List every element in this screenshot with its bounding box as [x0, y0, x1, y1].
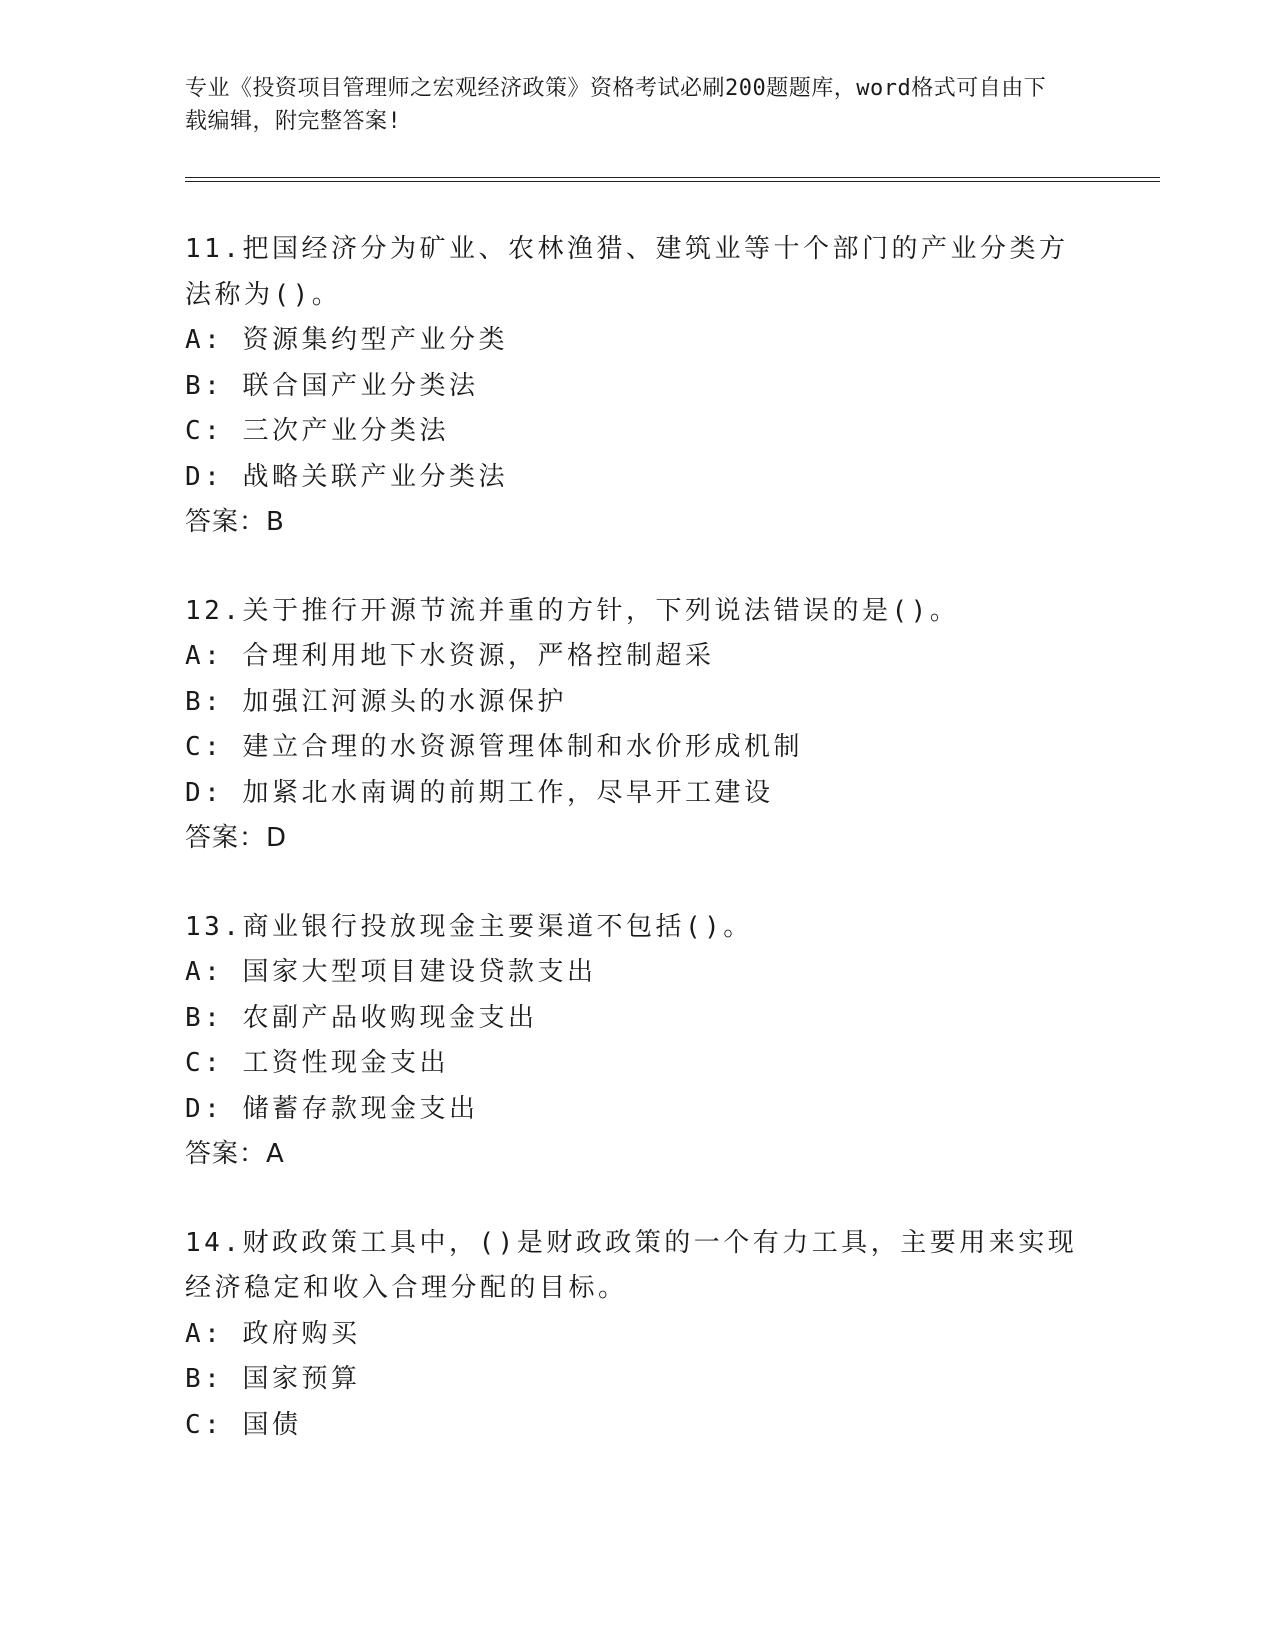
option-b: B: 联合国产业分类法: [185, 370, 479, 401]
option-c: C: 三次产业分类法: [185, 416, 449, 446]
question-item: [185, 589, 1160, 862]
question-item: [185, 1221, 1160, 1449]
option-a: A: 合理利用地下水资源，严格控制超采: [185, 641, 715, 671]
option-c: C: 工资性现金支出: [185, 1048, 449, 1078]
question-stem: 11.把国经济分为矿业、农林渔猎、建筑业等十个部门的产业分类方法称为()。: [185, 234, 1069, 310]
question-stem: 12.关于推行开源节流并重的方针，下列说法错误的是()。: [185, 595, 960, 626]
option-a: A: 国家大型项目建设贷款支出: [185, 957, 597, 987]
document-page: [185, 72, 1160, 1491]
document-header: 专业《投资项目管理师之宏观经济政策》资格考试必刷200题题库，word格式可自由下载编辑，附完整答案!: [185, 76, 1047, 134]
answer-line: 答案：D: [185, 823, 288, 853]
option-b: B: 农副产品收购现金支出: [185, 1002, 538, 1033]
question-list: [185, 227, 1160, 1448]
answer-line: 答案：A: [185, 1139, 285, 1169]
option-d: D: 储蓄存款现金支出: [185, 1093, 479, 1124]
question-stem: 13.商业银行投放现金主要渠道不包括()。: [185, 911, 753, 942]
header-divider: [185, 177, 1160, 182]
option-c: C: 建立合理的水资源管理体制和水价形成机制: [185, 732, 803, 762]
option-a: A: 政府购买: [185, 1318, 361, 1349]
question-item: [185, 905, 1160, 1178]
option-b: B: 加强江河源头的水源保护: [185, 686, 567, 717]
option-c: C: 国债: [185, 1409, 302, 1440]
answer-line: 答案：B: [185, 507, 285, 537]
option-a: A: 资源集约型产业分类: [185, 325, 508, 355]
option-d: D: 加紧北水南调的前期工作，尽早开工建设: [185, 777, 774, 808]
question-item: [185, 227, 1160, 546]
option-b: B: 国家预算: [185, 1364, 361, 1394]
option-d: D: 战略关联产业分类法: [185, 461, 508, 492]
question-stem: 14.财政政策工具中，()是财政政策的一个有力工具，主要用来实现经济稳定和收入合理分配的目标。: [185, 1227, 1078, 1303]
